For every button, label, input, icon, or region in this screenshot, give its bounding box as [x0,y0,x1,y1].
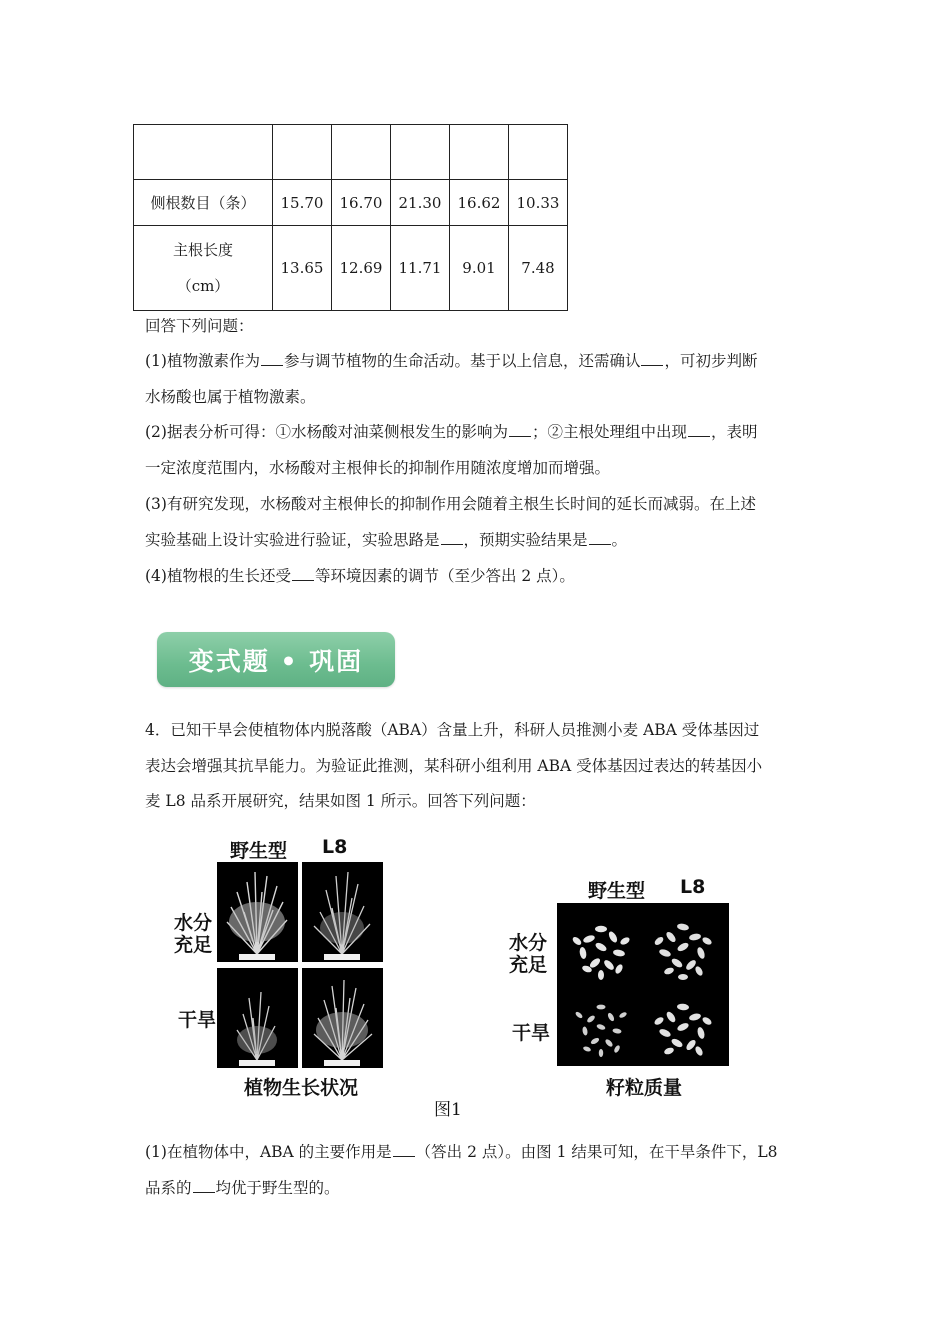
table-cell: 7.48 [509,226,568,311]
figure-caption-left: 植物生长状况 [244,1077,359,1099]
answer-blank [393,1142,415,1157]
table-cell: 12.69 [332,226,391,311]
table-cell: 10.33 [509,180,568,226]
q3-text: 实验基础上设计实验进行验证，实验思路是 [145,530,440,549]
table-cell: 15.70 [273,180,332,226]
row-label-unit: （cm） [176,277,230,295]
table-cell: 13.65 [273,226,332,311]
s1-text: (1)在植物体中，ABA 的主要作用是 [145,1143,392,1161]
figure-col-label: 野生型 [588,880,646,902]
figure-col-label: 野生型 [230,840,288,862]
table-cell: 16.62 [450,180,509,226]
q3-text: 。 [611,530,628,549]
stem-line: 表达会增强其抗旱能力。为验证此推测，某科研小组利用 ABA 受体基因过表达的转基因小 [145,756,763,775]
section-banner: 变式题 • 巩固 [157,632,395,687]
figure-row-label: 干旱 [178,1009,217,1031]
figure-col-label: L8 [680,876,706,898]
seed-photo-board [557,903,729,1066]
plant-photo-l8-drought [302,968,383,1068]
q4-text: (4)植物根的生长还受 [145,567,291,585]
s1-text: 品系的 [145,1178,192,1197]
table-cell: 21.30 [391,180,450,226]
q2-text: ，表明 [710,423,758,441]
q2-text: (2)据表分析可得：①水杨酸对油菜侧根发生的影响为 [145,423,508,441]
row-label-line: 主根长度 [172,241,233,259]
s1-text: （答出 2 点）。由图 1 结果可知，在干旱条件下，L8 [415,1143,778,1161]
plant-photo-wildtype-watered [217,862,298,962]
stem-line: 麦 L8 品系开展研究，结果如图 1 所示。回答下列问题： [145,792,536,810]
q1-text: 参与调节植物的生命活动。基于以上信息，还需确认 [283,352,641,370]
table-cell: 16.70 [332,180,391,226]
figure-row-label: 水分充足 [173,912,212,956]
q4-text: 等环境因素的调节（至少答出 2 点）。 [314,567,575,585]
q2-text: ；②主根处理组中出现 [531,423,687,441]
q2-text: 一定浓度范围内，水杨酸对主根伸长的抑制作用随浓度增加而增强。 [145,458,611,477]
row-label-lateral-roots: 侧根数目（条） [134,180,273,226]
stem-line: 4．已知干旱会使植物体内脱落酸（ABA）含量上升，科研人员推测小麦 ABA 受体基因过 [145,721,760,739]
figure-title: 图1 [434,1100,462,1120]
figure-row-label: 干旱 [512,1022,551,1044]
q3-text: ，预期实验结果是 [463,530,588,549]
q1-text: ，可初步判断 [664,352,758,370]
plant-photo-l8-watered [302,862,383,962]
q1-text: 水杨酸也属于植物激素。 [145,387,316,406]
figure-row-label: 水分充足 [508,932,547,976]
answer-blank [193,1178,215,1193]
s1-text: 均优于野生型的。 [215,1178,340,1197]
q3-text: (3)有研究发现，水杨酸对主根伸长的抑制作用会随着主根生长时间的延长而减弱。在上述 [145,495,756,513]
table-cell: 11.71 [391,226,450,311]
sub-question-1 [145,1135,815,1206]
figure-caption-right: 籽粒质量 [606,1077,683,1099]
intro-line: 回答下列问题： [145,317,254,335]
table-cell: 9.01 [450,226,509,311]
figure-col-label: L8 [322,836,348,858]
q1-text: (1)植物激素作为 [145,352,260,370]
plant-photo-wildtype-drought [217,968,298,1068]
